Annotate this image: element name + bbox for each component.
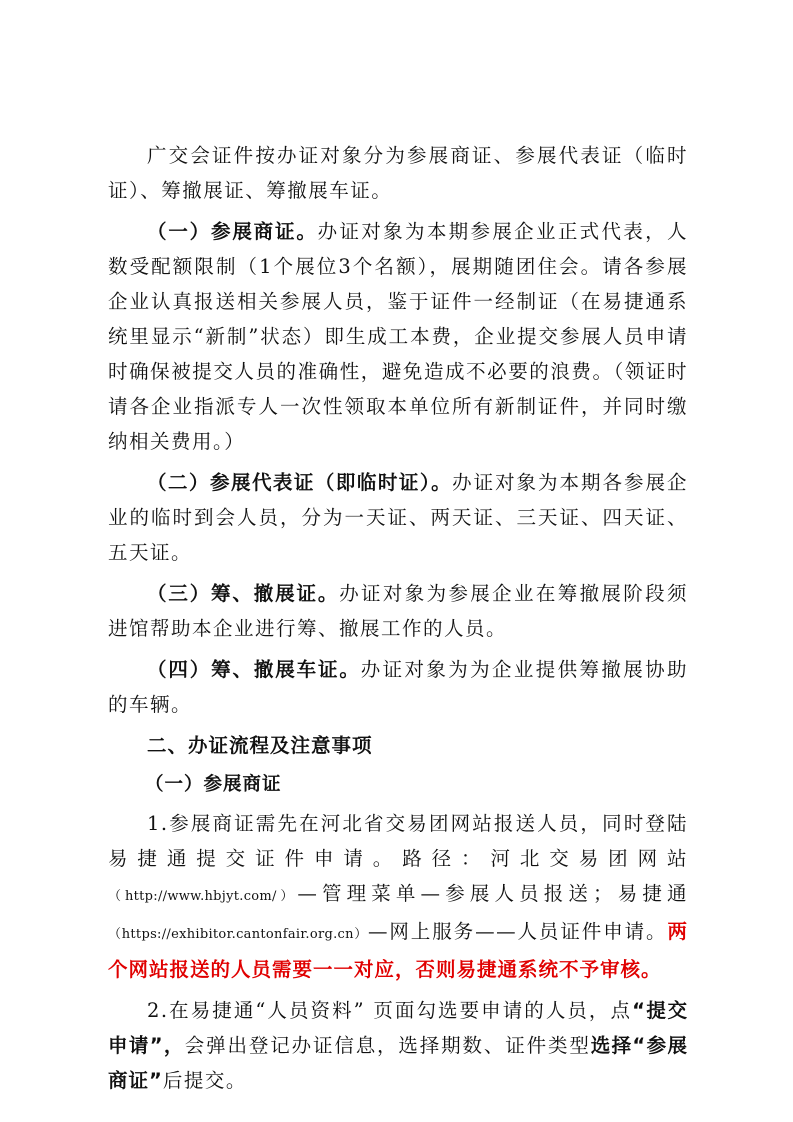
- hbjyt-url: （http://www.hbjyt.com/）: [108, 889, 298, 904]
- item-label: （三）筹、撤展证。: [147, 582, 340, 605]
- submit-application-emphasis: “提交申请”，: [108, 999, 688, 1057]
- step-2-text-b: 会弹出登记办证信息，选择期数、证件类型: [184, 1034, 591, 1057]
- item-label: （一）参展商证。: [147, 220, 318, 243]
- step-2-paragraph: [108, 993, 688, 1098]
- item-text: 办证对象为本期参展企业正式代表，人数受配额限制（1个展位3个名额），展期随团住会。请各参展企业认真报送相关参展人员，鉴于证件一经制证（在易捷通系统里显示“新制”状态）即生成工本费，企业提交参展人员申请时确保被提交人员的准确性，避免造成不必要的浪费。（领证时请各企业指派专人一次性领取本单位所有新制证件，并同时缴纳相关费用。）: [108, 220, 688, 453]
- warning-text: 两个网站报送的人员需要一一对应，否则易捷通系统不予审核。: [108, 920, 688, 981]
- intro-paragraph: 广交会证件按办证对象分为参展商证、参展代表证（临时证）、筹撤展证、筹撤展车证。: [108, 144, 688, 202]
- item-text: 办证对象为参展企业在筹撤展阶段须进馆帮助本企业进行筹、撤展工作的人员。: [108, 582, 688, 640]
- select-exhibitor-pass-emphasis: 选择“参展商证”: [108, 1034, 688, 1092]
- step-2-text-a: 2.在易捷通“人员资料” 页面勾选要申请的人员，点: [147, 999, 633, 1022]
- subsection-heading: （一）参展商证: [145, 774, 282, 795]
- item-text: 办证对象为本期各参展企业的临时到会人员，分为一天证、两天证、三天证、四天证、五天证。: [108, 471, 688, 564]
- item-text: 办证对象为为企业提供筹撤展协助的车辆。: [108, 658, 688, 716]
- item-vehicle-pass: [108, 652, 688, 722]
- item-label: （四）筹、撤展车证。: [147, 658, 361, 681]
- step-2-text-c: 后提交。: [162, 1069, 247, 1092]
- item-setup-pass: [108, 576, 688, 646]
- step-1-text-a: 1.参展商证需先在河北省交易团网站报送人员，同时登陆易捷通提交证件申请。路径：河北交易团网站: [108, 812, 688, 870]
- item-exhibitor-pass: [108, 214, 688, 459]
- step-1-paragraph: [108, 806, 688, 987]
- document-body: [108, 138, 688, 1098]
- cantonfair-url: （https://exhibitor.cantonfair.org.cn）: [108, 927, 368, 942]
- step-1-text-c: —网上服务——人员证件申请。: [367, 920, 668, 943]
- section-heading: 二、办证流程及注意事项: [147, 734, 373, 757]
- step-1-text-b: —管理菜单—参展人员报送；易捷通: [297, 882, 688, 905]
- item-temporary-pass: [108, 465, 688, 570]
- item-label: （二）参展代表证（即临时证）。: [147, 471, 453, 494]
